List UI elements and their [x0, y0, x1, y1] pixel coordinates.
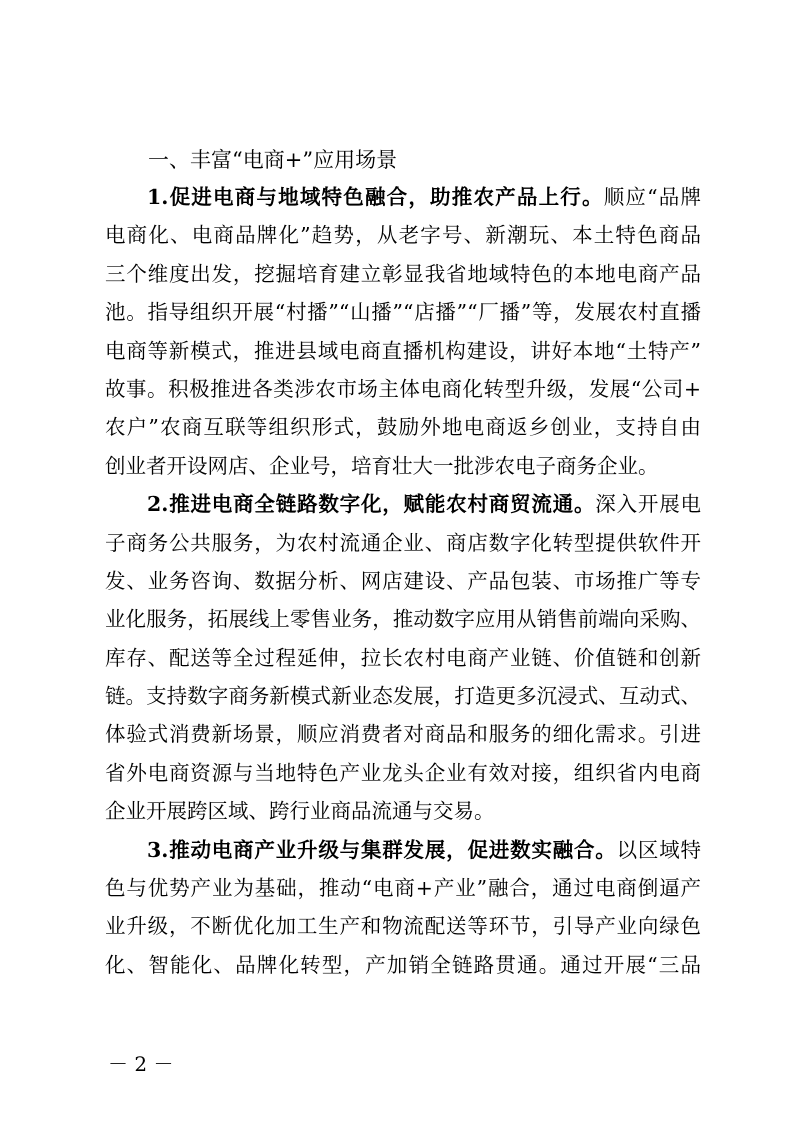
- paragraph-2-line: 发、业务咨询、数据分析、网店建设、产品包装、市场推广等专: [105, 568, 701, 593]
- paragraph-2-line: 库存、配送等全过程延伸，拉长农村电商产业链、价值链和创新: [105, 645, 701, 670]
- paragraph-3-line: 业升级，不断优化加工生产和物流配送等环节，引导产业向绿色: [105, 914, 701, 939]
- paragraph-2-lead: 2.推进电商全链路数字化，赋能农村商贸流通。: [147, 492, 596, 517]
- paragraph-1-line: 电商化、电商品牌化”趋势，从老字号、新潮玩、本土特色商品: [105, 223, 701, 248]
- section-heading: 一、丰富“电商+”应用场景: [148, 148, 398, 172]
- paragraph-3-first-line: [105, 831, 701, 869]
- paragraph-2-first-rest: 深入开展电: [595, 492, 701, 517]
- paragraph-3-first-rest: 以区域特: [616, 837, 702, 862]
- paragraph-3-lead: 3.推动电商产业升级与集群发展，促进数实融合。: [147, 837, 617, 862]
- paragraph-2-line: 业化服务，拓展线上零售业务，推动数字应用从销售前端向采购、: [105, 607, 701, 632]
- paragraph-1-line: 农户”农商互联等组织形式，鼓励外地电商返乡创业，支持自由: [105, 415, 701, 440]
- paragraph-1-line: 故事。积极推进各类涉农市场主体电商化转型升级，发展“公司+: [105, 376, 701, 401]
- paragraph-1-line: 电商等新模式，推进县域电商直播机构建设，讲好本地“土特产”: [105, 338, 701, 363]
- paragraph-3-line: 色与优势产业为基础，推动“电商+产业”融合，通过电商倒逼产: [105, 876, 701, 901]
- body-text: [105, 178, 701, 984]
- paragraph-1-line: 三个维度出发，挖掘培育建立彰显我省地域特色的本地电商产品: [105, 261, 701, 286]
- paragraph-1-first-line: [105, 178, 701, 216]
- paragraph-2-line: 体验式消费新场景，顺应消费者对商品和服务的细化需求。引进: [105, 722, 701, 747]
- paragraph-2-first-line: [105, 485, 701, 523]
- paragraph-2-line: 企业开展跨区域、跨行业商品流通与交易。: [105, 799, 495, 824]
- paragraph-2-line: 子商务公共服务，为农村流通企业、商店数字化转型提供软件开: [105, 530, 701, 555]
- paragraph-1-line: 池。指导组织开展“村播”“山播”“店播”“厂播”等，发展农村直播: [105, 300, 701, 325]
- paragraph-1-line: 创业者开设网店、企业号，培育壮大一批涉农电子商务企业。: [105, 453, 659, 478]
- paragraph-2-line: 链。支持数字商务新模式新业态发展，打造更多沉浸式、互动式、: [105, 684, 701, 709]
- paragraph-2-line: 省外电商资源与当地特色产业龙头企业有效对接，组织省内电商: [105, 760, 701, 785]
- paragraph-3-line: 化、智能化、品牌化转型，产加销全链路贯通。通过开展“三品: [105, 952, 701, 977]
- paragraph-1-first-rest: 顺应“品牌: [603, 185, 702, 209]
- page-number: － 2 －: [108, 1052, 174, 1076]
- paragraph-1-lead: 1.促进电商与地域特色融合，助推农产品上行。: [147, 185, 604, 209]
